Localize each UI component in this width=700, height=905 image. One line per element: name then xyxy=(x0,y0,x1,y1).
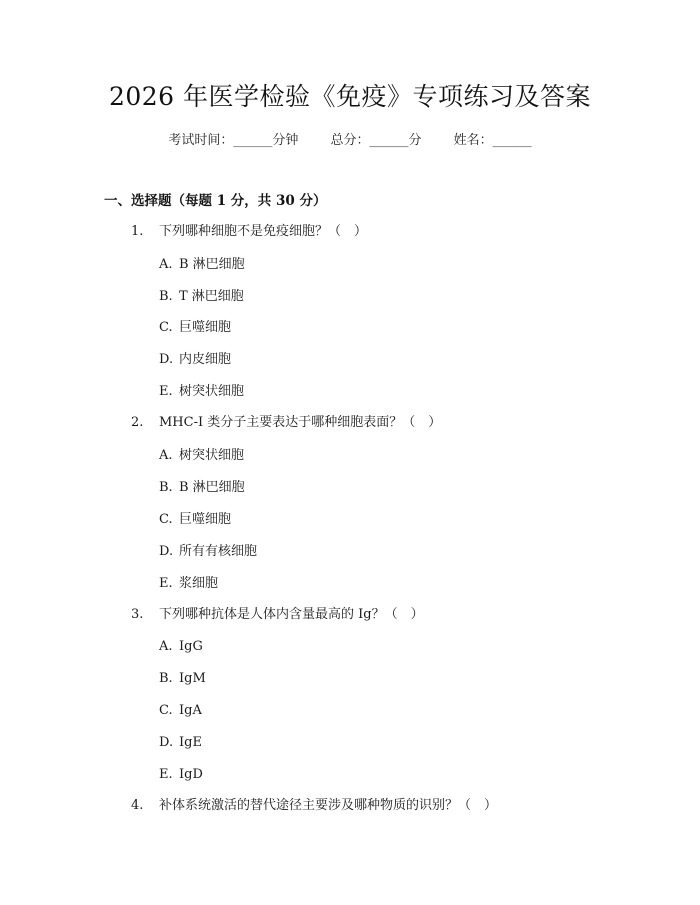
option-3d xyxy=(159,733,202,753)
option-letter: B. xyxy=(159,289,173,304)
option-letter: D. xyxy=(159,735,174,750)
question-number: 2. xyxy=(131,415,144,430)
option-2e xyxy=(159,574,218,594)
option-1c xyxy=(159,318,231,338)
page-title: 2026 年医学检验《免疫》专项练习及答案 xyxy=(108,82,592,111)
option-3c xyxy=(159,701,202,721)
option-text: IgA xyxy=(179,703,202,718)
option-1d xyxy=(159,350,231,370)
question-text: 补体系统激活的替代途径主要涉及哪种物质的识别？（ ） xyxy=(159,798,498,813)
option-letter: A. xyxy=(159,639,173,654)
option-2c xyxy=(159,510,231,530)
option-text: 内皮细胞 xyxy=(179,352,232,367)
question-number: 3. xyxy=(131,607,144,622)
option-text: IgE xyxy=(179,735,202,750)
question-text: 下列哪种细胞不是免疫细胞？（ ） xyxy=(159,224,368,239)
question-number: 4. xyxy=(131,798,144,813)
option-letter: C. xyxy=(159,512,173,527)
option-letter: D. xyxy=(159,544,174,559)
option-text: 树突状细胞 xyxy=(179,384,245,399)
option-3b xyxy=(159,669,206,689)
option-letter: C. xyxy=(159,320,173,335)
option-text: IgD xyxy=(179,767,203,782)
option-text: IgG xyxy=(179,639,203,654)
option-text: B 淋巴细胞 xyxy=(179,257,245,272)
option-text: 巨噬细胞 xyxy=(179,512,232,527)
option-2d xyxy=(159,542,257,562)
question-number: 1. xyxy=(131,224,144,239)
name-field: 姓名：______ xyxy=(453,133,532,148)
option-text: 巨噬细胞 xyxy=(179,320,232,335)
option-letter: E. xyxy=(159,576,173,591)
option-3e xyxy=(159,765,203,785)
option-text: IgM xyxy=(179,671,206,686)
option-letter: E. xyxy=(159,767,173,782)
option-letter: B. xyxy=(159,671,173,686)
exam-info xyxy=(0,131,700,151)
option-letter: B. xyxy=(159,480,173,495)
option-letter: A. xyxy=(159,257,173,272)
option-1b xyxy=(159,287,244,307)
exam-time-field: 考试时间：______分钟 xyxy=(168,133,299,148)
option-text: 所有有核细胞 xyxy=(179,544,258,559)
option-1e xyxy=(159,382,244,402)
option-letter: D. xyxy=(159,352,174,367)
option-text: B 淋巴细胞 xyxy=(179,480,245,495)
option-letter: A. xyxy=(159,448,173,463)
option-2a xyxy=(159,446,244,466)
option-text: T 淋巴细胞 xyxy=(179,289,244,304)
question-text: 下列哪种抗体是人体内含量最高的 Ig？（ ） xyxy=(159,607,424,622)
option-letter: E. xyxy=(159,384,173,399)
option-text: 树突状细胞 xyxy=(179,448,245,463)
question-text: MHC-I 类分子主要表达于哪种细胞表面？（ ） xyxy=(159,415,442,430)
total-score-field: 总分：______分 xyxy=(330,133,422,148)
option-2b xyxy=(159,478,245,498)
option-3a xyxy=(159,637,203,657)
option-letter: C. xyxy=(159,703,173,718)
section-heading: 一、选择题（每题 1 分，共 30 分） xyxy=(104,193,327,209)
option-1a xyxy=(159,255,245,275)
option-text: 浆细胞 xyxy=(179,576,219,591)
